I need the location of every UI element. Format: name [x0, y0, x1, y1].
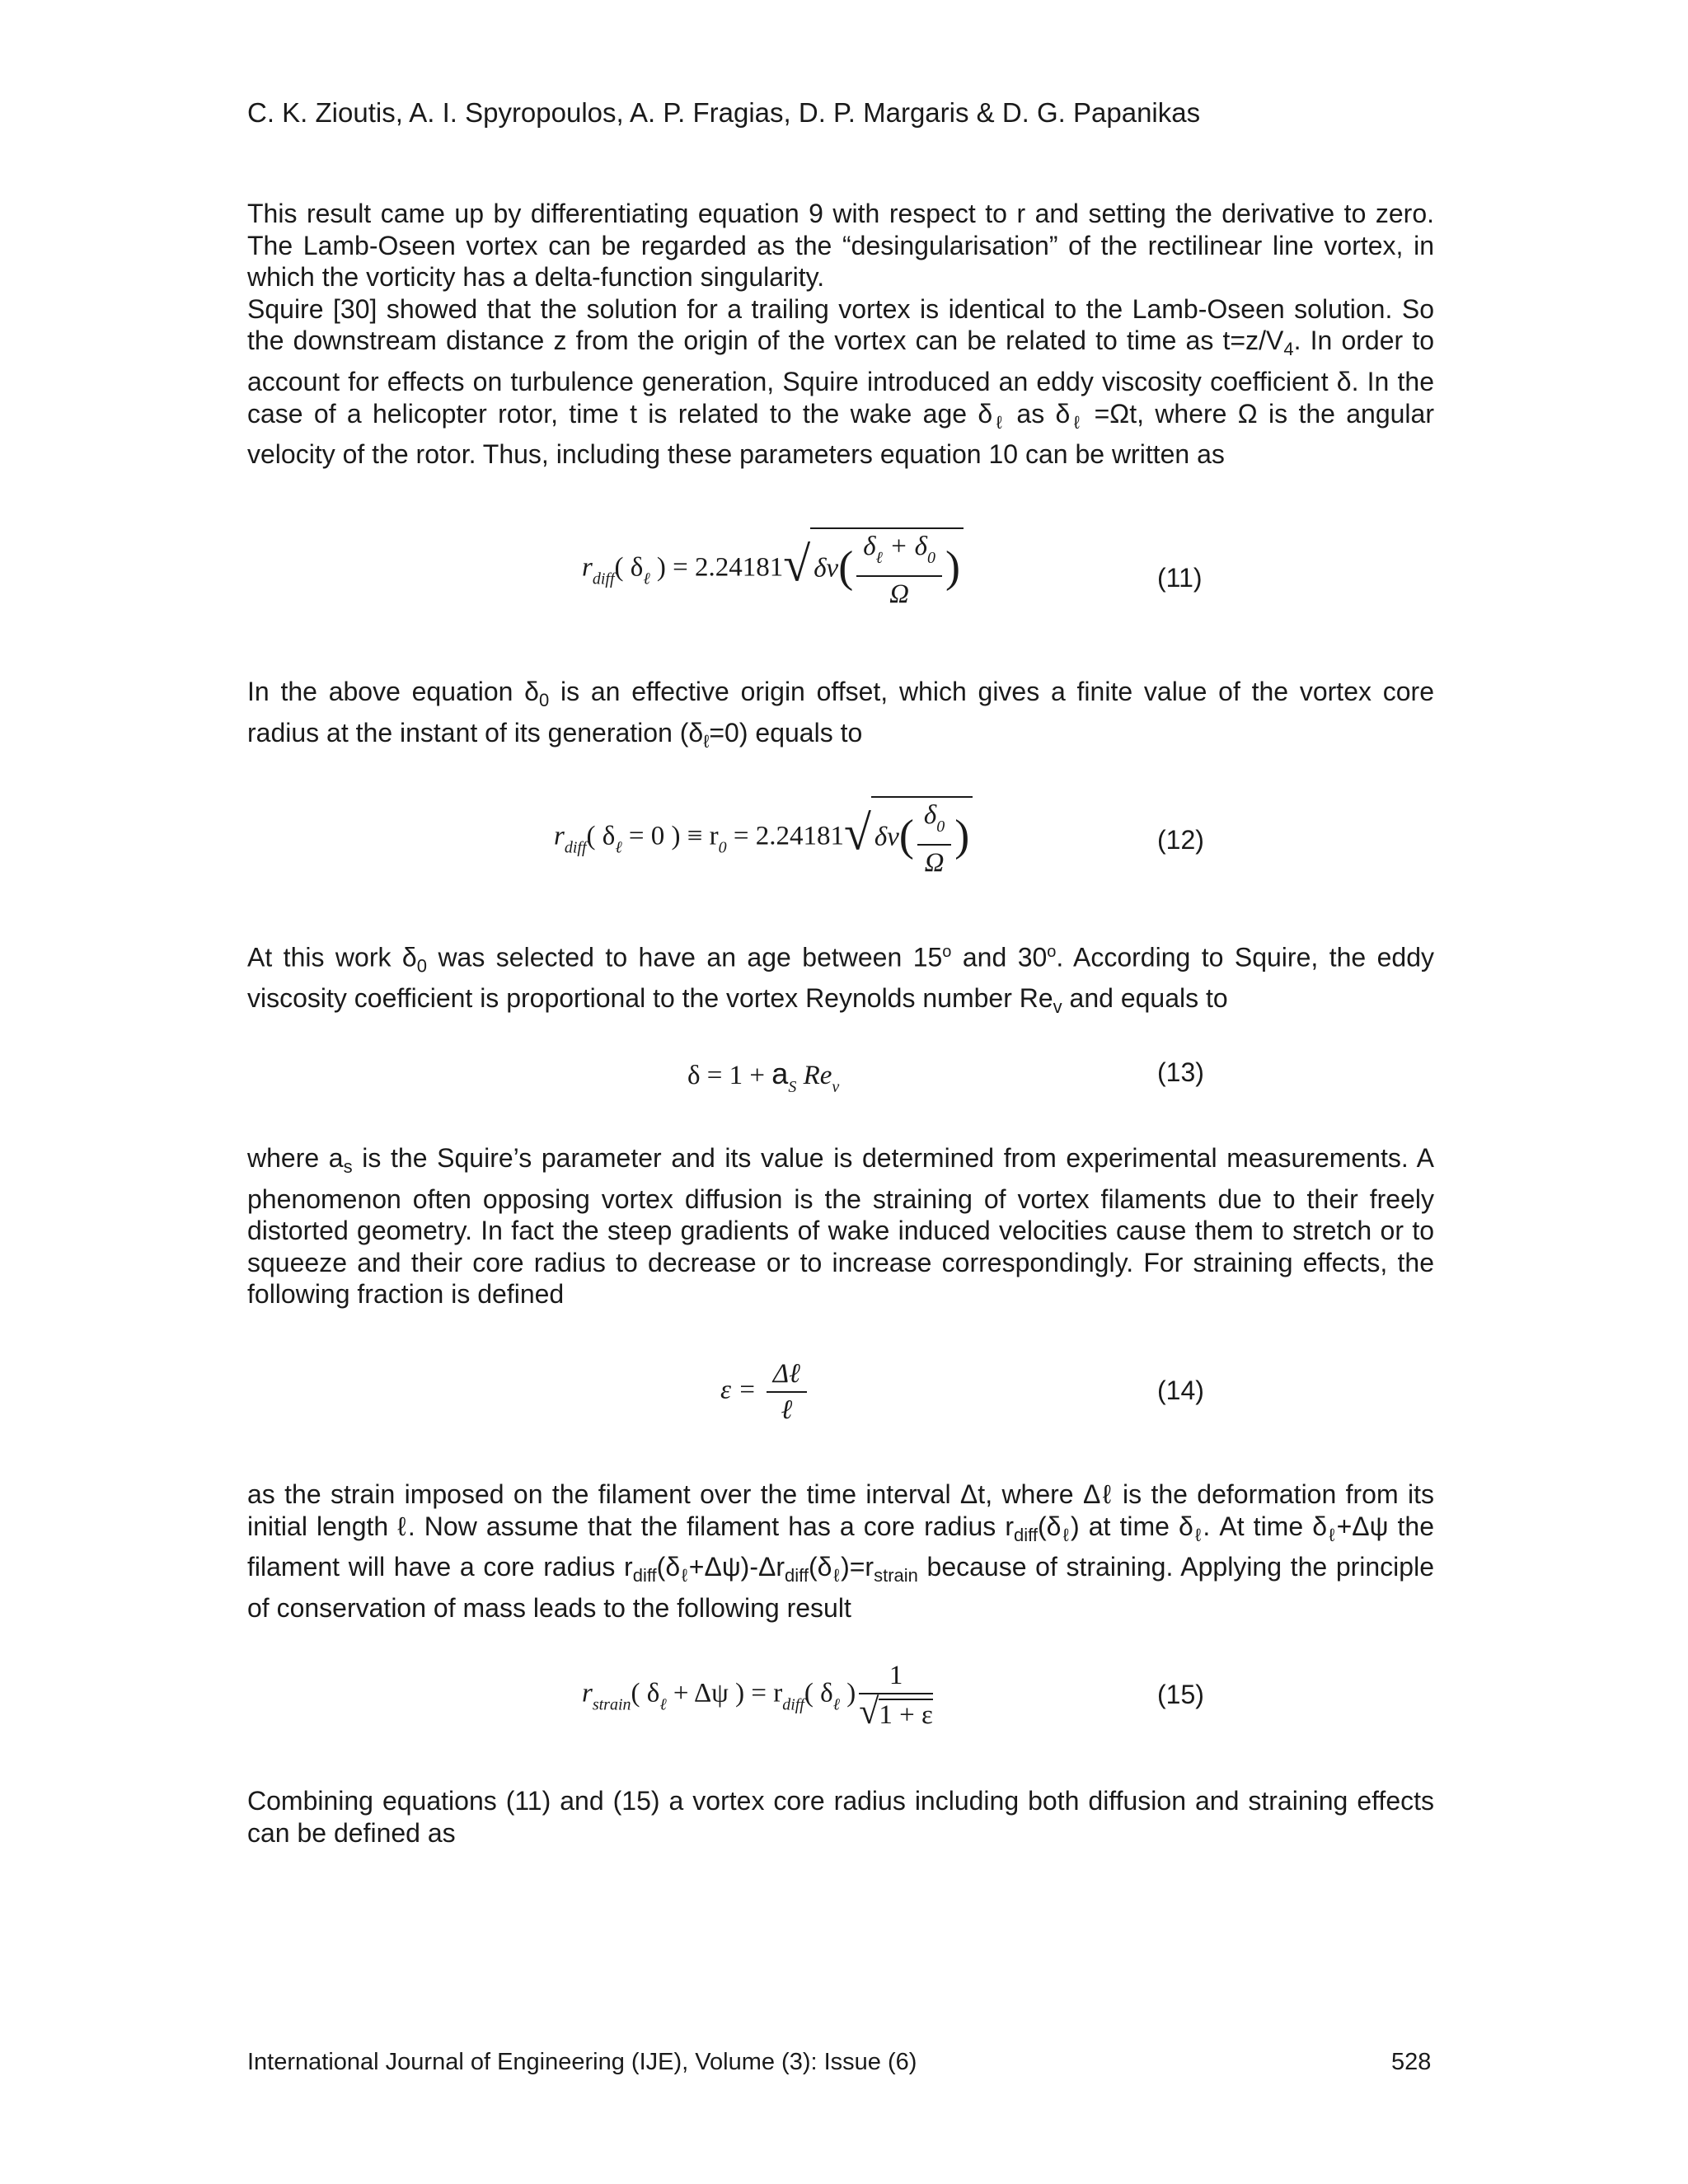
subscript: diff: [632, 1565, 657, 1586]
subscript: diff: [1014, 1524, 1038, 1545]
text: and 30: [951, 942, 1048, 972]
footer-journal: International Journal of Engineering (IJE), Volume (3): Issue (6): [247, 2049, 917, 2075]
eq-numerator: 1: [859, 1658, 933, 1694]
text: . At time δ: [1203, 1511, 1328, 1541]
equation-14: [720, 1357, 810, 1427]
eq-denominator: Ω: [924, 848, 945, 878]
eq-subscript: strain: [592, 1695, 631, 1714]
eq-subscript: ℓ: [643, 569, 650, 588]
text: Combining equations (11) and (15) a vortex core radius including both diffusion and straining effects can be defined as: [247, 1786, 1434, 1848]
eq-text: ) =: [649, 552, 696, 583]
eq-fraction: [859, 1658, 933, 1732]
paragraph-4: [247, 1142, 1434, 1310]
eq-denominator: 1 + ε: [879, 1700, 933, 1730]
text: is an effective origin offset, which gives a finite value of the vortex core radius at the instant of its generation (δ: [247, 677, 1435, 748]
paren-right: ): [945, 541, 960, 592]
eq-subscript: 0: [936, 818, 945, 836]
eq-symbol: δν: [814, 553, 839, 583]
paragraph-6: [247, 1785, 1434, 1849]
eq-subscript: ℓ: [832, 1695, 840, 1714]
text: =0) equals to: [709, 717, 863, 748]
eq-symbol: r: [582, 552, 593, 583]
footer-page-number: 528: [1391, 2049, 1432, 2075]
text: +Δψ)-Δr: [688, 1552, 785, 1582]
text: as δ: [1006, 398, 1071, 429]
eq-coefficient: 2.24181: [695, 552, 784, 583]
subscript: ℓ: [1327, 1524, 1337, 1545]
paragraph-2: [247, 676, 1434, 757]
eq-text: ( δ: [804, 1678, 833, 1708]
equation-13: [687, 1057, 839, 1097]
equation-number-12: (12): [1157, 825, 1204, 855]
subscript: v: [1053, 996, 1062, 1018]
text: because of straining. Applying the principle of conservation of mass leads to the following result: [247, 1552, 1434, 1623]
eq-text: ): [840, 1678, 856, 1708]
eq-symbol: δν: [874, 822, 899, 852]
eq-text: δ = 1 +: [687, 1061, 772, 1090]
equation-number-13: (13): [1157, 1057, 1204, 1087]
text: . According to Squire, the eddy viscosity coefficient is proportional to the vortex Reynolds number Re: [247, 942, 1435, 1014]
subscript: ℓ: [1061, 1524, 1071, 1545]
eq-numerator: Δℓ: [767, 1357, 807, 1393]
eq-subscript: ℓ: [659, 1695, 667, 1714]
text: and equals to: [1062, 983, 1228, 1014]
eq-subscript: ℓ: [615, 838, 622, 857]
text: =Ωt, where Ω is the angular velocity of the rotor. Thus, including these parameters equation 10 can be written as: [247, 398, 1434, 470]
subscript: ℓ: [1070, 411, 1084, 433]
subscript: ℓ: [1193, 1524, 1203, 1545]
text: In the above equation δ: [247, 677, 539, 706]
text: (δ: [656, 1552, 681, 1582]
eq-text: + Δψ ) = r: [666, 1678, 783, 1708]
running-header: C. K. Zioutis, A. I. Spyropoulos, A. P. Fragias, D. P. Margaris & D. G. Papanikas: [247, 97, 1201, 128]
subscript: s: [343, 1156, 353, 1177]
eq-subscript: diff: [592, 569, 615, 588]
text: as the strain imposed on the filament over the time interval Δt, where Δℓ is the deformation from its initial length ℓ. Now assume that the filament has a core radius r: [247, 1479, 1434, 1541]
sqrt-radicand: [810, 527, 964, 612]
equation-number-11: (11): [1157, 563, 1203, 593]
text: +Δψ the filament will have a core radius r: [247, 1511, 1435, 1582]
eq-symbol: Re: [796, 1061, 832, 1090]
eq-subscript: v: [832, 1078, 840, 1096]
eq-fraction: [917, 798, 951, 880]
paren-left: (: [838, 541, 854, 592]
equation-12: [554, 796, 973, 880]
text: was selected to have an age between 15: [427, 942, 943, 972]
eq-subscript: 0: [926, 549, 935, 567]
eq-symbol: r: [582, 1678, 593, 1708]
paren-left: (: [898, 810, 914, 860]
eq-denominator: Ω: [889, 579, 910, 609]
eq-fraction: [767, 1357, 807, 1427]
subscript: diff: [785, 1565, 809, 1586]
subscript: ℓ: [992, 411, 1006, 433]
eq-fraction: [856, 529, 942, 612]
eq-subscript: 0: [718, 838, 727, 857]
subscript: 0: [539, 690, 550, 710]
text: where a: [247, 1143, 344, 1173]
eq-subscript: ℓ: [875, 549, 883, 567]
eq-symbol: δ: [923, 800, 937, 830]
eq-text: =: [726, 821, 756, 851]
text: . In order to account for effects on turbulence generation, Squire introduced an eddy viscosity coefficient δ. In the case of a helicopter rotor, time t is related to the wake age δ: [247, 326, 1434, 429]
subscript: ℓ: [832, 1565, 842, 1586]
superscript: o: [942, 943, 952, 961]
eq-symbol: δ: [863, 532, 876, 561]
eq-text: ( δ: [631, 1678, 660, 1708]
eq-subscript: diff: [564, 838, 587, 857]
eq-subscript: diff: [782, 1695, 804, 1714]
eq-symbol: r: [554, 821, 565, 851]
equation-11: [582, 527, 964, 612]
sqrt-sign: √: [859, 1691, 879, 1732]
eq-symbol: a: [771, 1057, 789, 1090]
paragraph-5: [247, 1479, 1434, 1624]
equation-number-15: (15): [1157, 1680, 1204, 1709]
subscript: 0: [416, 955, 427, 977]
eq-text: = 0 ) ≡ r: [621, 821, 719, 851]
sqrt-sign: √: [783, 537, 811, 592]
text: At this work δ: [247, 942, 417, 972]
subscript: ℓ: [703, 730, 710, 752]
paragraph-1b: [247, 293, 1434, 471]
text: ) at time δ: [1070, 1511, 1193, 1541]
text: )=r: [841, 1552, 874, 1582]
text: Squire [30] showed that the solution for a trailing vortex is identical to the Lamb-Oseen solution. So the downstream distance z from the origin of the vortex can be related to time as t=z/V: [247, 293, 1434, 356]
text: (δ: [1037, 1511, 1062, 1541]
superscript: o: [1047, 943, 1057, 961]
eq-text: ( δ: [614, 552, 644, 583]
subscript: 4: [1283, 339, 1294, 360]
equation-15: [582, 1658, 936, 1732]
paren-right: ): [954, 810, 970, 860]
eq-symbol: + δ: [882, 532, 927, 561]
paragraph-1: [247, 198, 1434, 471]
paragraph-1a: This result came up by differentiating equation 9 with respect to r and setting the derivative to zero. The Lamb-Oseen vortex can be regarded as the “desingularisation” of the rectilinear line vortex, in which the vorticity has a delta-function singularity.: [247, 199, 1434, 293]
eq-symbol: ε =: [720, 1375, 763, 1405]
text: is the Squire’s parameter and its value is determined from experimental measurements. A phenomenon often opposing vortex diffusion is the straining of vortex filaments due to their freely distorted geometry. In fact the steep gradients of wake induced velocities cause them to stretch or to squeeze and their core radius to decrease or to increase correspondingly. For straining effects, the following fraction is defined: [247, 1143, 1435, 1310]
eq-denominator: ℓ: [781, 1395, 793, 1425]
paragraph-3: [247, 936, 1434, 1024]
eq-text: ( δ: [586, 821, 616, 851]
text: (δ: [808, 1552, 832, 1582]
subscript: ℓ: [680, 1565, 689, 1586]
eq-coefficient: 2.24181: [755, 821, 844, 851]
subscript: strain: [874, 1565, 918, 1586]
equation-number-14: (14): [1157, 1376, 1204, 1405]
sqrt-radicand: [871, 796, 973, 880]
eq-subscript: S: [788, 1078, 797, 1096]
sqrt-sign: √: [843, 805, 871, 860]
